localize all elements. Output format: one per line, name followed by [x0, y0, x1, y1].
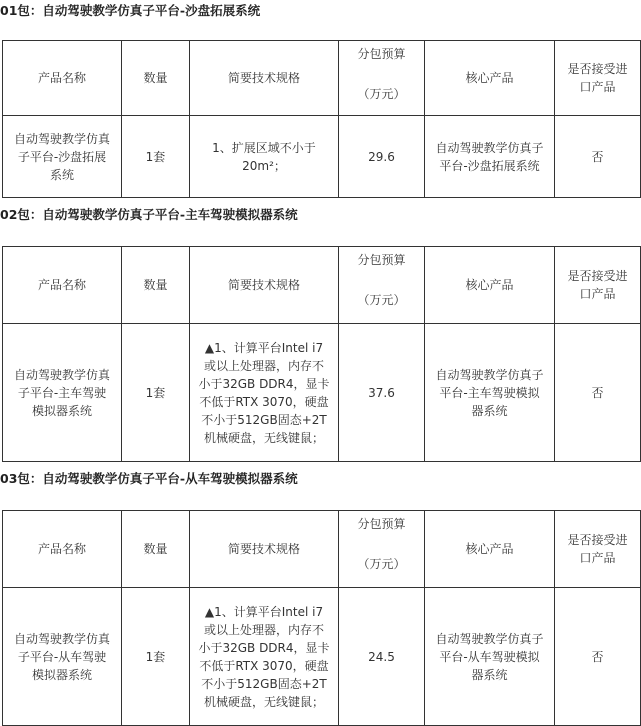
table-row: [3, 588, 641, 726]
header-budget: [339, 247, 425, 324]
table-header-row: [3, 247, 641, 324]
header-budget-line2: （万元）: [357, 557, 406, 571]
cell-spec: ▲1、计算平台Intel i7 或以上处理器，内存不 小于32GB DDR4，显卡 不低于RTX 3070，硬盘 不小于512GB固态+2T 机械硬盘，无线键鼠；: [190, 324, 339, 462]
header-product-name: 产品名称: [3, 41, 122, 116]
cell-core-product: 自动驾驶教学仿真子 平台-从车驾驶模拟 器系统: [425, 588, 555, 726]
header-spec: 简要技术规格: [190, 247, 339, 324]
table-row: [3, 324, 641, 462]
header-spec: 简要技术规格: [190, 511, 339, 588]
table-row: [3, 116, 641, 198]
header-budget-line1: 分包预算: [357, 517, 406, 531]
cell-product-name: 自动驾驶教学仿真 子平台-主车驾驶 模拟器系统: [3, 324, 122, 462]
header-budget-line2: （万元）: [357, 293, 406, 307]
table-header-row: [3, 41, 641, 116]
header-budget-line2: （万元）: [357, 87, 406, 101]
cell-quantity: 1套: [122, 588, 190, 726]
cell-import: 否: [555, 116, 641, 198]
cell-budget: 29.6: [339, 116, 425, 198]
cell-import: 否: [555, 324, 641, 462]
header-budget-line1: 分包预算: [357, 47, 406, 61]
header-import: 是否接受进 口产品: [555, 247, 641, 324]
cell-budget: 24.5: [339, 588, 425, 726]
cell-quantity: 1套: [122, 324, 190, 462]
package-title: 01包：自动驾驶教学仿真子平台-沙盘拓展系统: [0, 3, 261, 18]
package-table: [2, 40, 641, 198]
header-import: 是否接受进 口产品: [555, 511, 641, 588]
cell-core-product: 自动驾驶教学仿真子 平台-主车驾驶模拟 器系统: [425, 324, 555, 462]
header-budget: [339, 41, 425, 116]
cell-spec: ▲1、计算平台Intel i7 或以上处理器，内存不 小于32GB DDR4，显卡 不低于RTX 3070，硬盘 不小于512GB固态+2T 机械硬盘，无线键鼠；: [190, 588, 339, 726]
package-title: 02包：自动驾驶教学仿真子平台-主车驾驶模拟器系统: [0, 207, 298, 222]
cell-spec: 1、扩展区域不小于 20m²；: [190, 116, 339, 198]
table-header-row: [3, 511, 641, 588]
package-table: [2, 510, 641, 726]
header-product-name: 产品名称: [3, 511, 122, 588]
header-spec: 简要技术规格: [190, 41, 339, 116]
header-core-product: 核心产品: [425, 247, 555, 324]
cell-product-name: 自动驾驶教学仿真 子平台-从车驾驶 模拟器系统: [3, 588, 122, 726]
header-quantity: 数量: [122, 247, 190, 324]
header-budget-line1: 分包预算: [357, 253, 406, 267]
cell-core-product: 自动驾驶教学仿真子 平台-沙盘拓展系统: [425, 116, 555, 198]
package-title: 03包：自动驾驶教学仿真子平台-从车驾驶模拟器系统: [0, 471, 298, 486]
package-table: [2, 246, 641, 462]
header-budget: [339, 511, 425, 588]
header-quantity: 数量: [122, 511, 190, 588]
header-product-name: 产品名称: [3, 247, 122, 324]
cell-product-name: 自动驾驶教学仿真 子平台-沙盘拓展 系统: [3, 116, 122, 198]
header-core-product: 核心产品: [425, 511, 555, 588]
cell-budget: 37.6: [339, 324, 425, 462]
header-import: 是否接受进 口产品: [555, 41, 641, 116]
cell-quantity: 1套: [122, 116, 190, 198]
header-core-product: 核心产品: [425, 41, 555, 116]
header-quantity: 数量: [122, 41, 190, 116]
cell-import: 否: [555, 588, 641, 726]
